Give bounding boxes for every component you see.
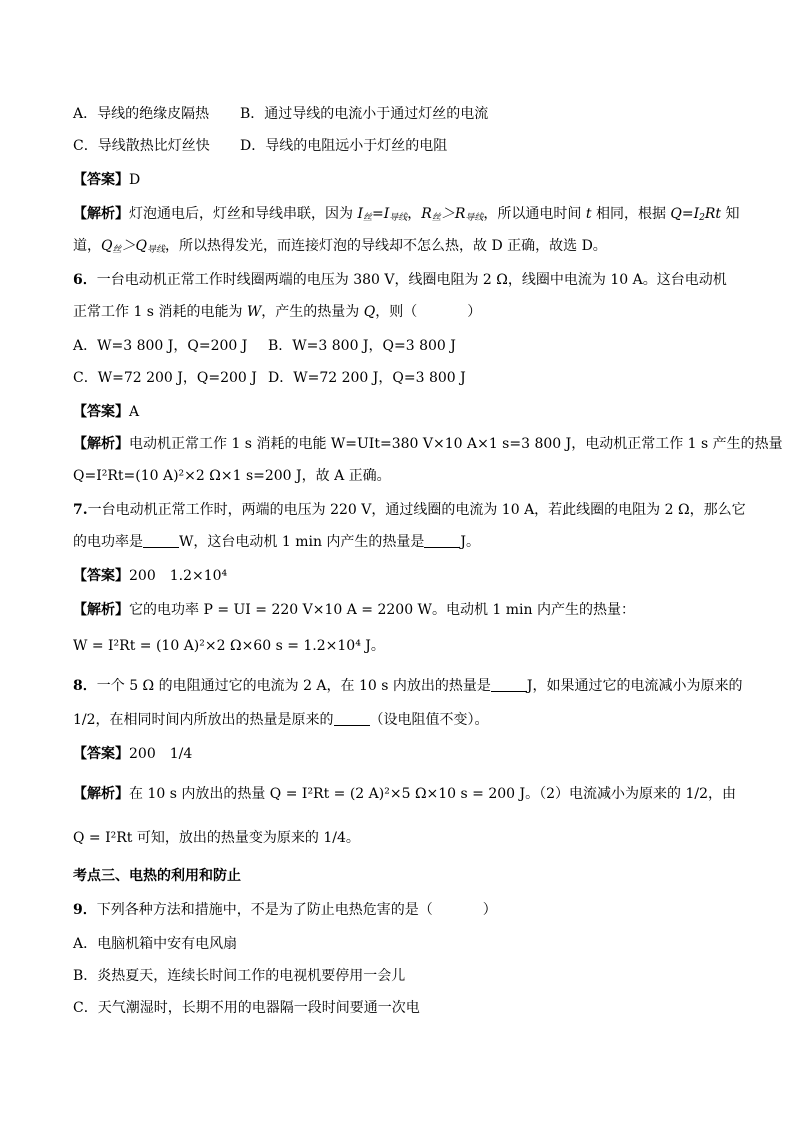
question-text: ，则（: [375, 304, 418, 320]
fill-blank[interactable]: [334, 711, 370, 726]
question-number: 9．: [73, 902, 97, 918]
q5-option-a: A．导线的绝缘皮隔热: [73, 106, 210, 122]
question-number: 7.: [73, 502, 88, 518]
question-number: 6．: [73, 272, 97, 288]
analysis-label: 【解析】: [73, 206, 129, 222]
analysis-text: ，所以通电时间: [483, 206, 586, 222]
question-number: 8．: [73, 678, 97, 694]
analysis-text: 相同，根据: [591, 206, 671, 222]
q9-option-a: A．电脑机箱中安有电风扇: [73, 936, 238, 952]
q5-option-b: B．通过导线的电流小于通过灯丝的电流: [240, 106, 489, 122]
answer-label: 【答案】: [73, 746, 129, 762]
question-text: 的电功率是: [73, 534, 143, 550]
q5-analysis-line-2: [73, 236, 607, 260]
formula-resistance: $R_丝>R_{导线}$: [421, 206, 484, 223]
question-text: 1/2，在相同时间内所放出的热量是原来的: [73, 712, 334, 728]
fill-blank[interactable]: [424, 533, 460, 548]
analysis-text: ，所以热得发光，而连接灯泡的导线却不怎么热，故 D 正确，故选 D。: [165, 238, 607, 254]
q6-answer: [73, 402, 139, 422]
variable-t: t: [585, 206, 592, 222]
answer-label: 【答案】: [73, 172, 129, 188]
q7-stem-line-1: [73, 500, 746, 520]
question-text: 一台电动机正常工作时，两端的电压为 220 V，通过线圈的电流为 10 A，若此线圈的电阻为 2 Ω，那么它: [87, 502, 746, 518]
analysis-text: 在 10 s 内放出的热量 Q = I²Rt = (2 A)²×5 Ω×10 s = 200 J。（2）电流减小为原来的 1/2，由: [129, 786, 737, 802]
analysis-label: 【解析】: [73, 602, 129, 618]
q7-answer: [73, 566, 227, 586]
answer-label: 【答案】: [73, 568, 129, 584]
question-text: J。: [460, 534, 481, 550]
question-text: 下列各种方法和措施中，不是为了防止电热危害的是（: [96, 902, 433, 918]
formula-current: $I_丝=I_{导线}$: [357, 206, 408, 223]
q6-option-a: A．W=3 800 J，Q=200 J: [73, 338, 248, 354]
q6-option-b: B．W=3 800 J，Q=3 800 J: [268, 338, 456, 354]
q6-option-d: D．W=72 200 J，Q=3 800 J: [268, 370, 466, 386]
q5-analysis-line-1: [73, 204, 740, 228]
question-text: ）: [467, 304, 482, 320]
q6-stem-line-2: 正常工作 1 s 消耗的电能为 W，产生的热量为 Q，则（ ）: [73, 304, 482, 320]
answer-value: 200 1.2×10⁴: [129, 568, 228, 584]
q7-stem-line-2: [73, 532, 480, 552]
q9-option-c: C．天气潮湿时，长期不用的电器隔一段时间要通一次电: [73, 1000, 420, 1016]
analysis-text: 知: [721, 206, 740, 222]
answer-value: A: [129, 404, 140, 420]
analysis-text: 它的电功率 P = UI = 220 V×10 A = 2200 W。电动机 1 min 内产生的热量：: [129, 602, 635, 618]
question-text: 一个 5 Ω 的电阻通过它的电流为 2 A，在 10 s 内放出的热量是: [96, 678, 491, 694]
question-text: J，如果通过它的电流减小为原来的: [526, 678, 743, 694]
q6-analysis-line-2: Q=I²Rt=(10 A)²×2 Ω×1 s=200 J，故 A 正确。: [73, 468, 391, 484]
q8-analysis-line-2: Q = I²Rt 可知，放出的热量变为原来的 1/4。: [73, 830, 360, 846]
analysis-label: 【解析】: [73, 786, 129, 802]
q5-option-d: D．导线的电阻远小于灯丝的电阻: [240, 138, 448, 154]
q7-analysis-line-2: W = I²Rt = (10 A)²×2 Ω×60 s = 1.2×10⁴ J。: [73, 638, 385, 654]
question-text: （设电阻值不变）。: [369, 712, 489, 728]
q8-stem-line-1: [73, 676, 743, 696]
question-text: ）: [482, 902, 497, 918]
question-text: 一台电动机正常工作时线圈两端的电压为 380 V，线圈电阻为 2 Ω，线圈中电流为 10 A。这台电动机: [96, 272, 727, 288]
answer-value: D: [129, 172, 141, 188]
analysis-text: 电动机正常工作 1 s 消耗的电能 W=UIt=380 V×10 A×1 s=3 800 J，电动机正常工作 1 s 产生的热量: [129, 436, 783, 452]
fill-blank[interactable]: [491, 677, 527, 692]
analysis-label: 【解析】: [73, 436, 129, 452]
q5-answer: [73, 170, 140, 190]
analysis-text: 灯泡通电后，灯丝和导线串联，因为: [129, 206, 358, 222]
fill-blank[interactable]: [143, 533, 179, 548]
answer-value: 200 1/4: [129, 746, 193, 762]
analysis-text: 道，: [73, 238, 101, 254]
answer-label: 【答案】: [73, 404, 129, 420]
question-text: ，产生的热量为: [261, 304, 364, 320]
formula-heat: $Q_丝>Q_{导线}$: [101, 238, 165, 255]
analysis-text: ，: [407, 206, 422, 222]
q7-analysis-line-1: [73, 600, 635, 620]
formula-joule: $Q=I_2Rt$: [670, 206, 722, 223]
q6-analysis-line-1: [73, 434, 783, 454]
q6-stem-line-1: [73, 270, 727, 290]
q8-analysis-line-1: [73, 784, 736, 804]
q5-option-c: C．导线散热比灯丝快: [73, 138, 210, 154]
q8-stem-line-2: [73, 710, 489, 730]
q8-answer: [73, 744, 192, 764]
question-text: 正常工作 1 s 消耗的电能为: [73, 304, 247, 320]
q9-stem: [73, 900, 497, 920]
section-heading: 考点三、电热的利用和防止: [73, 868, 241, 884]
q6-option-c: C．W=72 200 J，Q=200 J: [73, 370, 257, 386]
q9-option-b: B．炎热夏天，连续长时间工作的电视机要停用一会儿: [73, 968, 406, 984]
question-text: W，这台电动机 1 min 内产生的热量是: [179, 534, 425, 550]
